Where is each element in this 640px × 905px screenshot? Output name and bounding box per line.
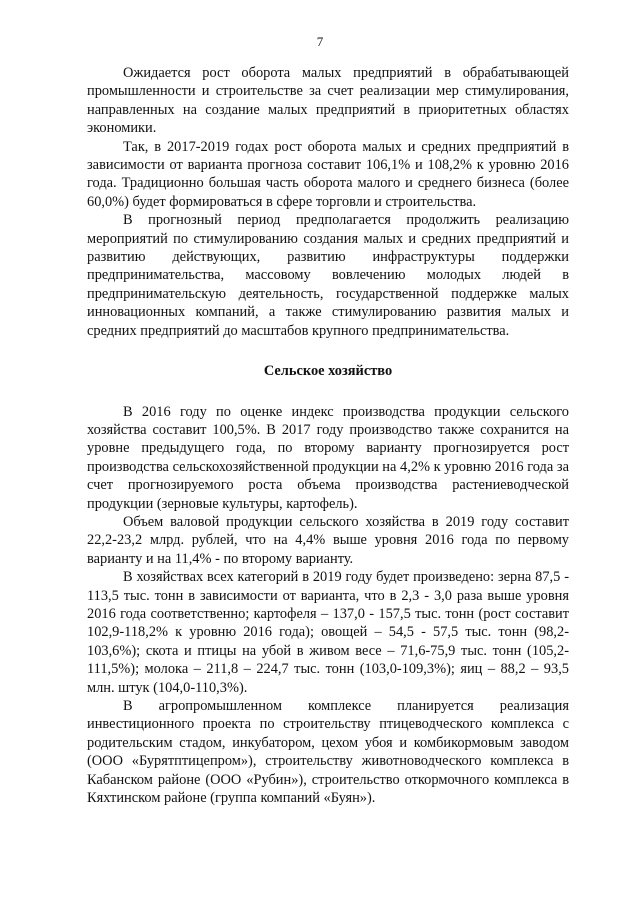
paragraph-production-index: В 2016 году по оценке индекс производства продукции сельского хозяйства составит 100,5%. В 2017 году производство также сохранится на уровне предыдущего года, по второму варианту прогнозируется рост производства сельскохозяйственной продукции на 4,2% к уровню 2016 года за счет прогнозируемого роста объема производства растениеводческой продукции (зерновые культуры, картофель).: [87, 403, 569, 512]
paragraph-gross-output: Объем валовой продукции сельского хозяйства в 2019 году составит 22,2-23,2 млрд. рублей, что на 4,4% выше уровня 2016 года по первому варианту и на 11,4% - по второму варианту.: [87, 513, 569, 567]
paragraph-small-business-growth: Ожидается рост оборота малых предприятий в обрабатывающей промышленности и строительстве за счет реализации мер стимулирования, направленных на создание малых предприятий в приоритетных областях экономики.: [87, 65, 569, 137]
page-number: 7: [316, 34, 324, 49]
paragraph-investment-projects: В агропромышленном комплексе планируется реализация инвестиционного проекта по строительству птицеводческого комплекса с родительским стадом, инкубатором, цехом убоя и комбикормовым заводом (ООО «Бурятптицепром»), строительству животноводческого комплекса в Кабанском районе (ООО «Рубин»), строительство откормочного комплекса в Кяхтинском районе (группа компаний «Буян»).: [87, 698, 569, 807]
document-body: [87, 64, 569, 807]
paragraph-production-volumes: В хозяйствах всех категорий в 2019 году будет произведено: зерна 87,5 - 113,5 тыс. тонн в зависимости от варианта, что в 2,3 - 3,0 раза выше уровня 2016 года соответственно; картофеля – 137,0 - 157,5 тыс. тонн (рост составит 102,9-118,2% к уровню 2016 года); овощей – 54,5 - 57,5 тыс. тонн (98,2-103,6%); скота и птицы на убой в живом весе – 71,6-75,9 тыс. тонн (105,2-111,5%); молока – 211,8 – 224,7 тыс. тонн (103,0-109,3%); яиц – 88,2 – 93,5 млн. штук (104,0-110,3%).: [87, 569, 569, 696]
paragraph-support-measures: В прогнозный период предполагается продолжить реализацию мероприятий по стимулированию создания малых и средних предприятий и развитию действующих, развитию инфраструктуры поддержки предпринимательства, массовому вовлечению молодых людей в предпринимательскую деятельность, государственной поддержке малых инновационных компаний, а также стимулированию развития малых и средних предприятий до масштабов крупного предпринимательства.: [87, 212, 569, 339]
section-heading-agriculture: Сельское хозяйство: [263, 363, 393, 380]
paragraph-turnover-forecast: Так, в 2017-2019 годах рост оборота малых и средних предприятий в зависимости от варианта прогноза составит 106,1% и 108,2% к уровню 2016 года. Традиционно большая часть оборота малого и среднего бизнеса (более 60,0%) будет формироваться в сфере торговли и строительства.: [87, 138, 569, 210]
